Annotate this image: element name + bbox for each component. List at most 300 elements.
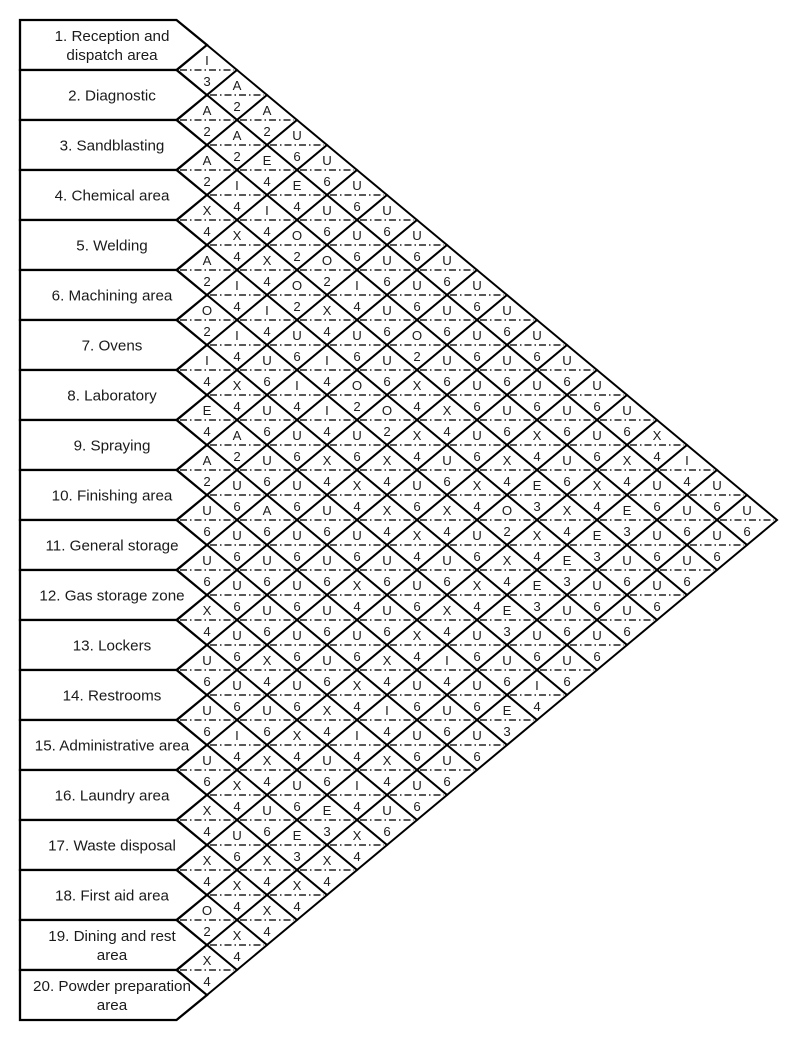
closeness-rating: U bbox=[562, 653, 572, 668]
area-row-label: 10. Finishing area bbox=[51, 487, 173, 505]
reason-code: 6 bbox=[263, 424, 271, 439]
closeness-rating: U bbox=[502, 403, 512, 418]
reason-code: 6 bbox=[563, 624, 571, 639]
reason-code: 4 bbox=[383, 774, 391, 789]
reason-code: 6 bbox=[443, 324, 451, 339]
reason-code: 6 bbox=[293, 799, 301, 814]
closeness-rating: A bbox=[262, 103, 272, 118]
closeness-rating: U bbox=[232, 628, 242, 643]
closeness-rating: A bbox=[262, 503, 272, 518]
closeness-rating: X bbox=[352, 578, 362, 593]
reason-code: 6 bbox=[323, 624, 331, 639]
closeness-rating: U bbox=[442, 453, 452, 468]
reason-code: 6 bbox=[443, 374, 451, 389]
closeness-rating: U bbox=[472, 428, 482, 443]
reason-code: 4 bbox=[443, 674, 451, 689]
area-row-label: 8. Laboratory bbox=[67, 387, 157, 405]
closeness-rating: X bbox=[442, 603, 452, 618]
closeness-rating: X bbox=[202, 803, 212, 818]
reason-code: 6 bbox=[353, 549, 361, 564]
reason-code: 4 bbox=[203, 624, 211, 639]
closeness-rating: U bbox=[262, 403, 272, 418]
reason-code: 4 bbox=[503, 474, 511, 489]
area-row bbox=[20, 370, 207, 420]
reason-code: 6 bbox=[293, 649, 301, 664]
closeness-rating: E bbox=[292, 178, 302, 193]
reason-code: 6 bbox=[293, 699, 301, 714]
closeness-rating: U bbox=[682, 503, 692, 518]
reason-code: 4 bbox=[323, 324, 331, 339]
closeness-rating: U bbox=[322, 603, 332, 618]
reason-code: 6 bbox=[203, 774, 211, 789]
reason-code: 6 bbox=[233, 499, 241, 514]
reason-code: 3 bbox=[293, 849, 301, 864]
reason-code: 4 bbox=[533, 549, 541, 564]
reason-code: 4 bbox=[323, 724, 331, 739]
closeness-rating: X bbox=[262, 253, 272, 268]
reason-code: 4 bbox=[263, 324, 271, 339]
reason-code: 2 bbox=[203, 124, 211, 139]
closeness-rating: X bbox=[532, 528, 542, 543]
closeness-rating: U bbox=[442, 353, 452, 368]
reason-code: 2 bbox=[233, 449, 241, 464]
reason-code: 4 bbox=[623, 474, 631, 489]
closeness-rating: A bbox=[232, 428, 242, 443]
closeness-rating: U bbox=[742, 503, 752, 518]
reason-code: 6 bbox=[533, 649, 541, 664]
closeness-rating: I bbox=[205, 53, 209, 68]
area-row bbox=[20, 920, 207, 970]
closeness-rating: U bbox=[682, 553, 692, 568]
area-row bbox=[20, 70, 207, 120]
reason-code: 2 bbox=[203, 174, 211, 189]
reason-code: 4 bbox=[413, 399, 421, 414]
closeness-rating: X bbox=[382, 653, 392, 668]
closeness-rating: E bbox=[322, 803, 332, 818]
closeness-rating: X bbox=[412, 428, 422, 443]
closeness-rating: X bbox=[232, 228, 242, 243]
closeness-rating: U bbox=[292, 628, 302, 643]
closeness-rating: I bbox=[235, 278, 239, 293]
closeness-rating: I bbox=[325, 353, 329, 368]
reason-code: 4 bbox=[233, 899, 241, 914]
closeness-rating: A bbox=[202, 103, 212, 118]
reason-code: 6 bbox=[293, 599, 301, 614]
reason-code: 4 bbox=[263, 674, 271, 689]
reason-code: 4 bbox=[203, 424, 211, 439]
reason-code: 6 bbox=[263, 374, 271, 389]
closeness-rating: X bbox=[202, 953, 212, 968]
reason-code: 4 bbox=[533, 699, 541, 714]
reason-code: 4 bbox=[533, 449, 541, 464]
closeness-rating: U bbox=[592, 378, 602, 393]
closeness-rating: E bbox=[292, 828, 302, 843]
reason-code: 6 bbox=[383, 574, 391, 589]
closeness-rating: U bbox=[202, 503, 212, 518]
reason-code: 6 bbox=[353, 249, 361, 264]
area-row-label: 9. Spraying bbox=[73, 437, 151, 455]
reason-code: 4 bbox=[503, 574, 511, 589]
closeness-rating: X bbox=[352, 828, 362, 843]
reason-code: 6 bbox=[383, 324, 391, 339]
closeness-rating: E bbox=[592, 528, 602, 543]
reason-code: 3 bbox=[623, 524, 631, 539]
closeness-rating: X bbox=[502, 453, 512, 468]
area-row-label: 19. Dining and rest area bbox=[48, 928, 176, 964]
closeness-rating: I bbox=[205, 353, 209, 368]
closeness-rating: O bbox=[381, 403, 393, 418]
area-row-label: 15. Administrative area bbox=[34, 737, 190, 755]
reason-code: 2 bbox=[263, 124, 271, 139]
closeness-rating: U bbox=[292, 528, 302, 543]
reason-code: 2 bbox=[413, 349, 421, 364]
closeness-rating: U bbox=[472, 628, 482, 643]
reason-code: 6 bbox=[623, 424, 631, 439]
closeness-rating: U bbox=[202, 653, 212, 668]
closeness-rating: U bbox=[532, 328, 542, 343]
closeness-rating: U bbox=[472, 328, 482, 343]
reason-code: 6 bbox=[683, 574, 691, 589]
closeness-rating: O bbox=[411, 328, 423, 343]
closeness-rating: O bbox=[321, 253, 333, 268]
reason-code: 6 bbox=[503, 424, 511, 439]
closeness-rating: U bbox=[262, 353, 272, 368]
reason-code: 6 bbox=[743, 524, 751, 539]
closeness-rating: U bbox=[592, 578, 602, 593]
reason-code: 2 bbox=[503, 524, 511, 539]
closeness-rating: X bbox=[262, 753, 272, 768]
reason-code: 4 bbox=[293, 899, 301, 914]
closeness-rating: I bbox=[355, 278, 359, 293]
reason-code: 4 bbox=[263, 274, 271, 289]
area-row bbox=[20, 570, 207, 620]
closeness-rating: U bbox=[442, 253, 452, 268]
closeness-rating: U bbox=[352, 628, 362, 643]
closeness-rating: X bbox=[262, 903, 272, 918]
closeness-rating: U bbox=[352, 328, 362, 343]
closeness-rating: O bbox=[201, 903, 213, 918]
closeness-rating: U bbox=[382, 553, 392, 568]
reason-code: 6 bbox=[293, 149, 301, 164]
closeness-rating: I bbox=[355, 778, 359, 793]
reason-code: 6 bbox=[473, 349, 481, 364]
reason-code: 6 bbox=[653, 599, 661, 614]
closeness-rating: X bbox=[322, 303, 332, 318]
reason-code: 4 bbox=[353, 599, 361, 614]
closeness-rating: X bbox=[382, 453, 392, 468]
closeness-rating: U bbox=[532, 628, 542, 643]
reason-code: 4 bbox=[323, 874, 331, 889]
reason-code: 6 bbox=[563, 674, 571, 689]
closeness-rating: U bbox=[502, 353, 512, 368]
reason-code: 6 bbox=[203, 724, 211, 739]
reason-code: 6 bbox=[563, 474, 571, 489]
closeness-rating: U bbox=[382, 603, 392, 618]
area-row bbox=[20, 970, 207, 1020]
reason-code: 3 bbox=[503, 624, 511, 639]
closeness-rating: U bbox=[232, 578, 242, 593]
closeness-rating: O bbox=[201, 303, 213, 318]
reason-code: 6 bbox=[233, 849, 241, 864]
reason-code: 6 bbox=[353, 449, 361, 464]
closeness-rating: X bbox=[532, 428, 542, 443]
reason-code: 6 bbox=[473, 399, 481, 414]
reason-code: 2 bbox=[323, 274, 331, 289]
reason-code: 2 bbox=[203, 924, 211, 939]
closeness-rating: U bbox=[592, 628, 602, 643]
closeness-rating: U bbox=[262, 553, 272, 568]
reason-code: 6 bbox=[353, 199, 361, 214]
area-row bbox=[20, 320, 207, 370]
closeness-rating: U bbox=[382, 203, 392, 218]
closeness-rating: U bbox=[382, 803, 392, 818]
reason-code: 6 bbox=[473, 649, 481, 664]
area-row bbox=[20, 270, 207, 320]
reason-code: 4 bbox=[683, 474, 691, 489]
closeness-rating: U bbox=[322, 553, 332, 568]
reason-code: 6 bbox=[353, 649, 361, 664]
closeness-rating: X bbox=[262, 653, 272, 668]
area-row bbox=[20, 420, 207, 470]
area-row bbox=[20, 870, 207, 920]
reason-code: 6 bbox=[593, 449, 601, 464]
reason-code: 3 bbox=[533, 599, 541, 614]
reason-code: 3 bbox=[533, 499, 541, 514]
reason-code: 4 bbox=[323, 474, 331, 489]
reason-code: 4 bbox=[473, 599, 481, 614]
closeness-rating: X bbox=[472, 478, 482, 493]
closeness-rating: X bbox=[232, 878, 242, 893]
closeness-rating: U bbox=[712, 528, 722, 543]
reason-code: 6 bbox=[593, 649, 601, 664]
reason-code: 6 bbox=[473, 449, 481, 464]
area-row-label: 11. General storage bbox=[45, 537, 179, 555]
closeness-rating: I bbox=[265, 303, 269, 318]
closeness-rating: U bbox=[382, 253, 392, 268]
reason-code: 4 bbox=[293, 749, 301, 764]
closeness-rating: U bbox=[322, 203, 332, 218]
reason-code: 6 bbox=[383, 374, 391, 389]
reason-code: 2 bbox=[353, 399, 361, 414]
area-row-label: 6. Machining area bbox=[51, 287, 173, 305]
area-row-label: 13. Lockers bbox=[72, 637, 152, 655]
reason-code: 4 bbox=[383, 724, 391, 739]
reason-code: 6 bbox=[413, 749, 421, 764]
reason-code: 6 bbox=[233, 649, 241, 664]
closeness-rating: U bbox=[712, 478, 722, 493]
area-row-label: 12. Gas storage zone bbox=[39, 587, 185, 605]
closeness-rating: X bbox=[442, 503, 452, 518]
reason-code: 2 bbox=[383, 424, 391, 439]
area-row bbox=[20, 670, 207, 720]
area-row-label: 5. Welding bbox=[76, 237, 148, 255]
closeness-rating: I bbox=[235, 328, 239, 343]
reason-code: 6 bbox=[443, 474, 451, 489]
reason-code: 6 bbox=[413, 599, 421, 614]
closeness-rating: I bbox=[295, 378, 299, 393]
closeness-rating: U bbox=[652, 478, 662, 493]
reason-code: 4 bbox=[443, 524, 451, 539]
closeness-rating: U bbox=[292, 428, 302, 443]
reason-code: 6 bbox=[203, 524, 211, 539]
closeness-rating: U bbox=[202, 703, 212, 718]
closeness-rating: U bbox=[322, 153, 332, 168]
closeness-rating: X bbox=[652, 428, 662, 443]
closeness-rating: A bbox=[202, 153, 212, 168]
closeness-rating: E bbox=[202, 403, 212, 418]
closeness-rating: U bbox=[352, 528, 362, 543]
closeness-rating: U bbox=[382, 303, 392, 318]
closeness-rating: I bbox=[235, 178, 239, 193]
closeness-rating: X bbox=[232, 778, 242, 793]
closeness-rating: U bbox=[202, 753, 212, 768]
reason-code: 6 bbox=[593, 399, 601, 414]
reason-code: 4 bbox=[233, 949, 241, 964]
reason-code: 4 bbox=[323, 424, 331, 439]
area-row-label: 14. Restrooms bbox=[62, 687, 162, 705]
reason-code: 6 bbox=[293, 499, 301, 514]
reason-code: 4 bbox=[263, 174, 271, 189]
reason-code: 6 bbox=[233, 699, 241, 714]
closeness-rating: X bbox=[322, 703, 332, 718]
reason-code: 6 bbox=[503, 324, 511, 339]
closeness-rating: E bbox=[502, 703, 512, 718]
closeness-rating: U bbox=[652, 528, 662, 543]
reason-code: 6 bbox=[233, 549, 241, 564]
reason-code: 6 bbox=[263, 524, 271, 539]
closeness-rating: I bbox=[385, 703, 389, 718]
closeness-rating: E bbox=[562, 553, 572, 568]
reason-code: 4 bbox=[233, 749, 241, 764]
reason-code: 4 bbox=[353, 299, 361, 314]
closeness-rating: X bbox=[412, 378, 422, 393]
closeness-rating: X bbox=[382, 503, 392, 518]
reason-code: 6 bbox=[203, 574, 211, 589]
reason-code: 6 bbox=[503, 674, 511, 689]
closeness-rating: X bbox=[412, 528, 422, 543]
reason-code: 6 bbox=[413, 799, 421, 814]
closeness-rating: I bbox=[685, 453, 689, 468]
reason-code: 6 bbox=[323, 224, 331, 239]
area-row-label: 2. Diagnostic bbox=[68, 87, 156, 105]
reason-code: 2 bbox=[293, 249, 301, 264]
closeness-rating: U bbox=[442, 753, 452, 768]
closeness-rating: U bbox=[562, 403, 572, 418]
closeness-rating: X bbox=[232, 928, 242, 943]
closeness-rating: X bbox=[352, 678, 362, 693]
closeness-rating: X bbox=[322, 453, 332, 468]
reason-code: 6 bbox=[623, 574, 631, 589]
reason-code: 4 bbox=[353, 499, 361, 514]
closeness-rating: I bbox=[535, 678, 539, 693]
reason-code: 2 bbox=[233, 99, 241, 114]
reason-code: 4 bbox=[263, 924, 271, 939]
closeness-rating: X bbox=[232, 378, 242, 393]
reason-code: 4 bbox=[233, 799, 241, 814]
area-row bbox=[20, 520, 207, 570]
area-row bbox=[20, 120, 207, 170]
closeness-rating: U bbox=[262, 803, 272, 818]
closeness-rating: X bbox=[352, 478, 362, 493]
closeness-rating: U bbox=[322, 753, 332, 768]
reason-code: 6 bbox=[383, 224, 391, 239]
closeness-rating: I bbox=[355, 728, 359, 743]
reason-code: 6 bbox=[443, 274, 451, 289]
reason-code: 4 bbox=[383, 474, 391, 489]
reason-code: 6 bbox=[263, 574, 271, 589]
reason-code: 6 bbox=[533, 399, 541, 414]
closeness-rating: U bbox=[412, 728, 422, 743]
closeness-rating: X bbox=[202, 853, 212, 868]
reason-code: 4 bbox=[233, 299, 241, 314]
closeness-rating: E bbox=[622, 503, 632, 518]
reason-code: 4 bbox=[203, 374, 211, 389]
closeness-rating: U bbox=[592, 428, 602, 443]
closeness-rating: X bbox=[622, 453, 632, 468]
reason-code: 2 bbox=[293, 299, 301, 314]
area-row-label: 17. Waste disposal bbox=[48, 837, 176, 855]
reason-code: 4 bbox=[443, 424, 451, 439]
area-row bbox=[20, 220, 207, 270]
reason-code: 6 bbox=[473, 299, 481, 314]
closeness-rating: U bbox=[562, 353, 572, 368]
closeness-rating: X bbox=[472, 578, 482, 593]
closeness-rating: I bbox=[265, 203, 269, 218]
reason-code: 4 bbox=[233, 349, 241, 364]
reason-code: 6 bbox=[263, 624, 271, 639]
area-row bbox=[20, 170, 207, 220]
closeness-rating: O bbox=[291, 228, 303, 243]
reason-code: 6 bbox=[413, 699, 421, 714]
reason-code: 2 bbox=[233, 149, 241, 164]
reason-code: 6 bbox=[713, 499, 721, 514]
closeness-rating: U bbox=[652, 578, 662, 593]
closeness-rating: U bbox=[232, 678, 242, 693]
reason-code: 6 bbox=[593, 599, 601, 614]
reason-code: 6 bbox=[323, 574, 331, 589]
reason-code: 3 bbox=[323, 824, 331, 839]
closeness-rating: U bbox=[502, 303, 512, 318]
closeness-rating: A bbox=[232, 128, 242, 143]
reason-code: 6 bbox=[653, 499, 661, 514]
area-row bbox=[20, 20, 207, 70]
closeness-rating: O bbox=[291, 278, 303, 293]
closeness-rating: U bbox=[442, 703, 452, 718]
reason-code: 4 bbox=[413, 549, 421, 564]
area-row-label: 1. Reception and dispatch area bbox=[54, 28, 170, 64]
closeness-rating: X bbox=[202, 603, 212, 618]
closeness-rating: U bbox=[622, 403, 632, 418]
closeness-rating: O bbox=[501, 503, 513, 518]
area-row-label: 4. Chemical area bbox=[54, 187, 170, 205]
reason-code: 4 bbox=[383, 674, 391, 689]
closeness-rating: I bbox=[445, 653, 449, 668]
reason-code: 6 bbox=[503, 374, 511, 389]
reason-code: 4 bbox=[413, 449, 421, 464]
reason-code: 6 bbox=[653, 549, 661, 564]
reason-code: 6 bbox=[323, 174, 331, 189]
reason-code: 6 bbox=[203, 674, 211, 689]
closeness-rating: X bbox=[292, 728, 302, 743]
reason-code: 4 bbox=[593, 499, 601, 514]
area-row bbox=[20, 720, 207, 770]
reason-code: 6 bbox=[563, 374, 571, 389]
closeness-rating: X bbox=[202, 203, 212, 218]
reason-code: 4 bbox=[263, 774, 271, 789]
reason-code: 4 bbox=[353, 849, 361, 864]
reason-code: 2 bbox=[203, 324, 211, 339]
reason-code: 4 bbox=[353, 749, 361, 764]
